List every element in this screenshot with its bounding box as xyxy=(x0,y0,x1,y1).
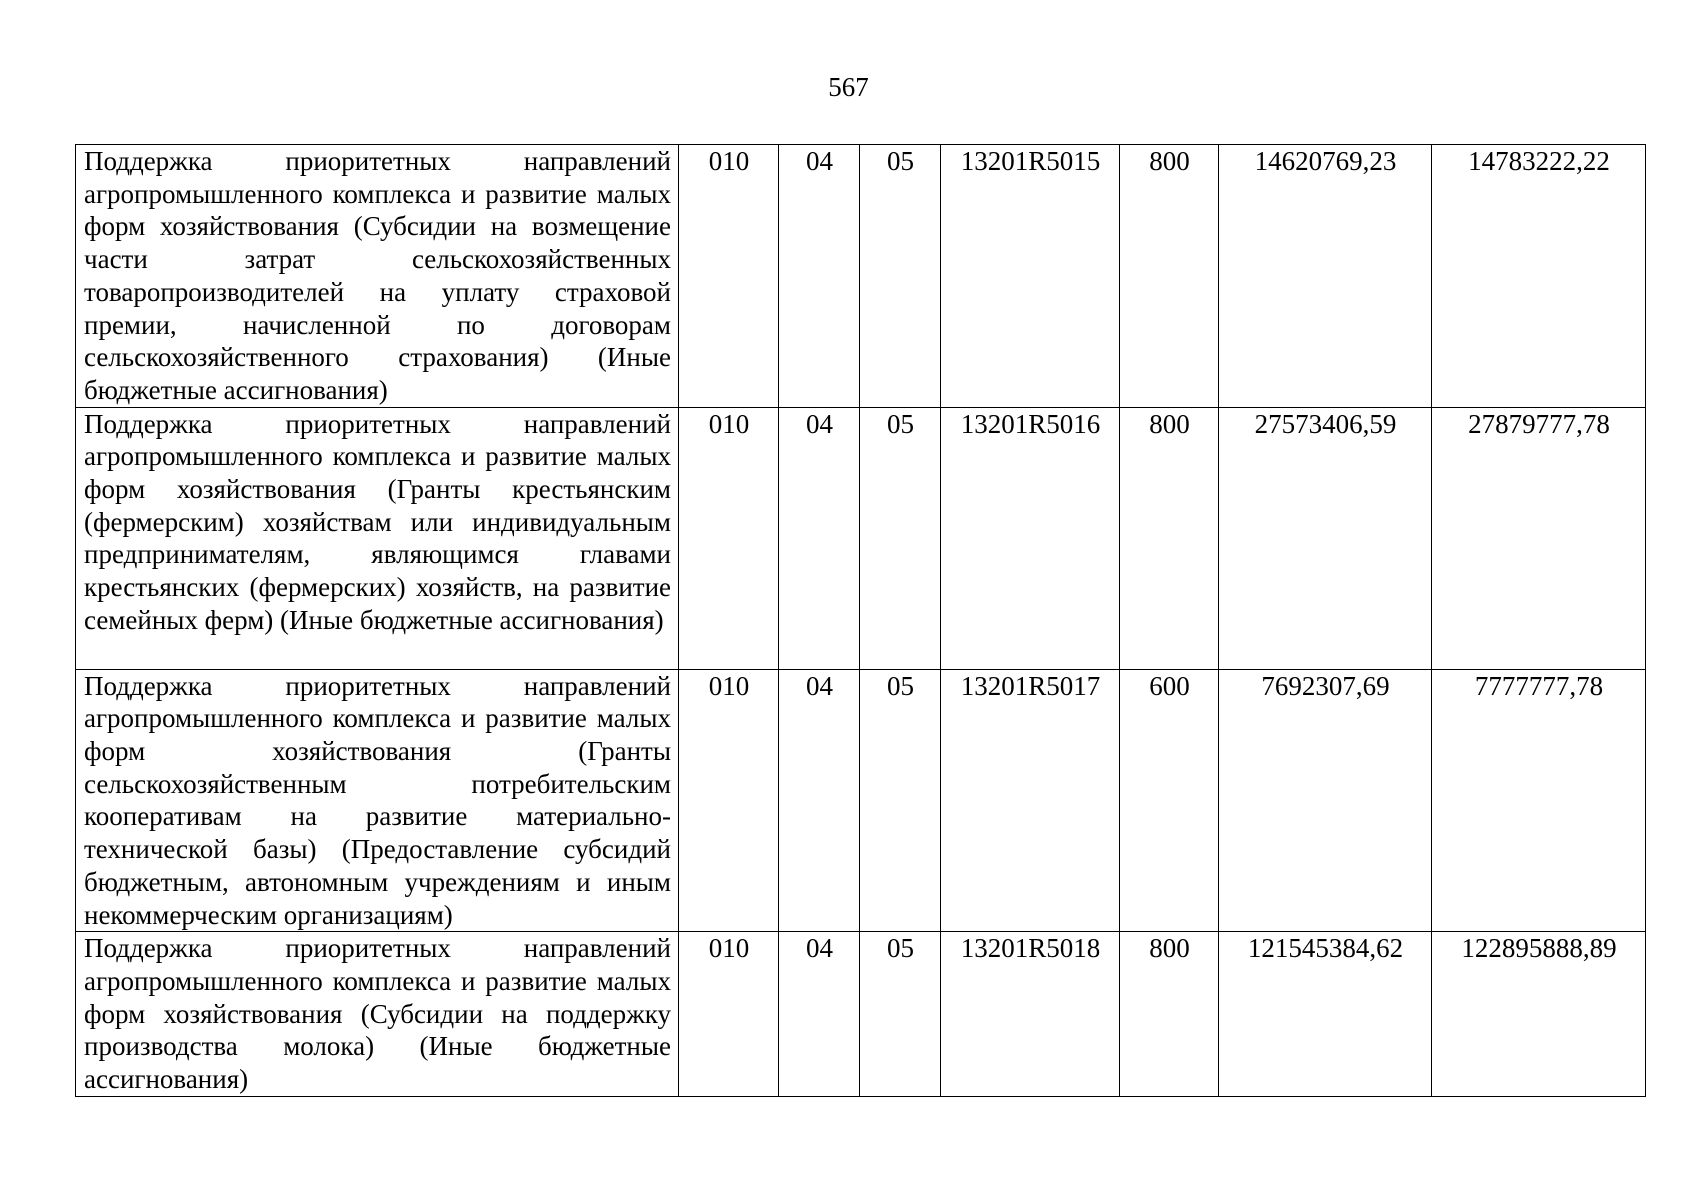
expense-type-code: 800 xyxy=(1120,932,1219,1097)
row-description: Поддержка приоритетных направлений агропромышленного комплекса и развитие малых форм хозяйствования (Субсидии на возмещение части затрат сельскохозяйственных товаропроизводителей на уплату страховой премии, начисленной по договорам сельскохозяйственного страхования) (Иные бюджетные ассигнования) xyxy=(76,145,679,408)
amount-1: 121545384,62 xyxy=(1219,932,1432,1097)
table-row xyxy=(76,669,1646,932)
target-article-code: 13201R5018 xyxy=(941,932,1120,1097)
amount-1: 27573406,59 xyxy=(1219,407,1432,669)
amount-2: 7777777,78 xyxy=(1432,669,1646,932)
target-article-code: 13201R5016 xyxy=(941,407,1120,669)
subsection-code: 05 xyxy=(860,932,941,1097)
row-description: Поддержка приоритетных направлений агропромышленного комплекса и развитие малых форм хозяйствования (Гранты сельскохозяйственным потребительским кооперативам на развитие материально-технической базы) (Предоставление субсидий бюджетным, автономным учреждениям и иным некоммерческим организациям) xyxy=(76,669,679,932)
amount-2: 27879777,78 xyxy=(1432,407,1646,669)
amount-2: 122895888,89 xyxy=(1432,932,1646,1097)
subsection-code: 05 xyxy=(860,669,941,932)
ministry-code: 010 xyxy=(679,145,779,408)
table-row xyxy=(76,407,1646,669)
amount-2: 14783222,22 xyxy=(1432,145,1646,408)
expense-type-code: 800 xyxy=(1120,145,1219,408)
section-code: 04 xyxy=(779,932,860,1097)
target-article-code: 13201R5017 xyxy=(941,669,1120,932)
section-code: 04 xyxy=(779,407,860,669)
subsection-code: 05 xyxy=(860,407,941,669)
budget-table xyxy=(75,144,1646,1097)
row-description: Поддержка приоритетных направлений агропромышленного комплекса и развитие малых форм хозяйствования (Гранты крестьянским (фермерским) хозяйствам или индивидуальным предпринимателям, являющимся главами крестьянских (фермерских) хозяйств, на развитие семейных ферм) (Иные бюджетные ассигнования) xyxy=(76,407,679,669)
table-row xyxy=(76,932,1646,1097)
ministry-code: 010 xyxy=(679,932,779,1097)
section-code: 04 xyxy=(779,145,860,408)
target-article-code: 13201R5015 xyxy=(941,145,1120,408)
section-code: 04 xyxy=(779,669,860,932)
subsection-code: 05 xyxy=(860,145,941,408)
ministry-code: 010 xyxy=(679,669,779,932)
expense-type-code: 600 xyxy=(1120,669,1219,932)
row-description: Поддержка приоритетных направлений агропромышленного комплекса и развитие малых форм хозяйствования (Субсидии на поддержку производства молока) (Иные бюджетные ассигнования) xyxy=(76,932,679,1097)
expense-type-code: 800 xyxy=(1120,407,1219,669)
table-row xyxy=(76,145,1646,408)
amount-1: 14620769,23 xyxy=(1219,145,1432,408)
amount-1: 7692307,69 xyxy=(1219,669,1432,932)
page-number: 567 xyxy=(828,72,869,102)
ministry-code: 010 xyxy=(679,407,779,669)
